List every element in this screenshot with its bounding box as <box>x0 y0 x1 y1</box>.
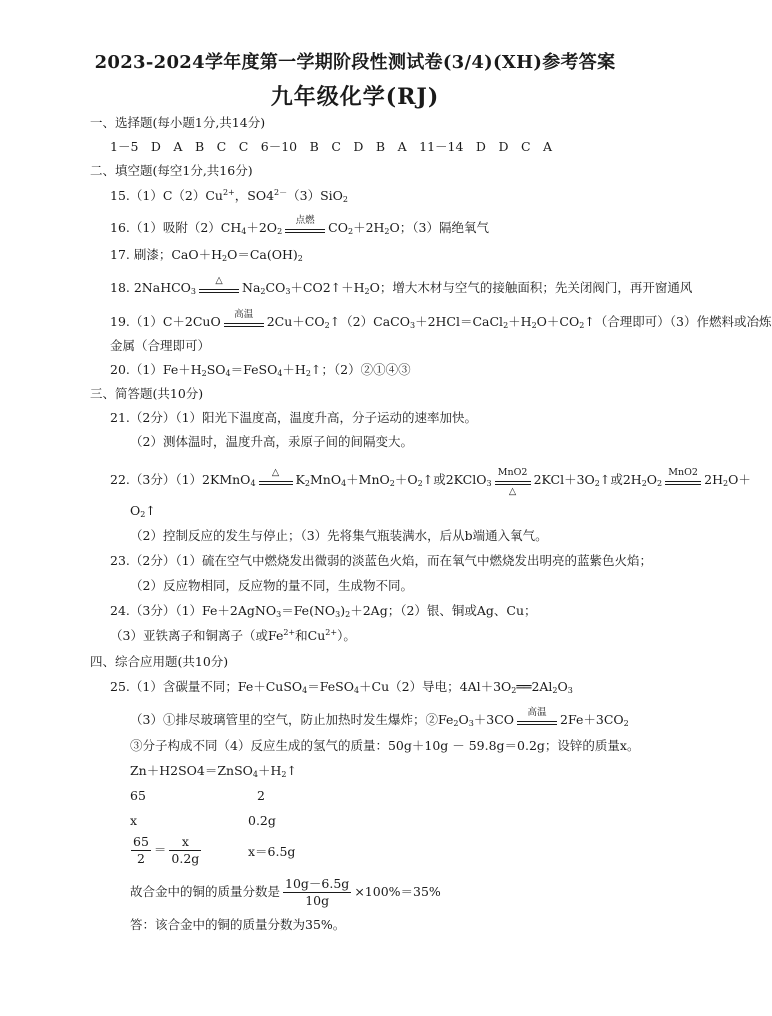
answer-20: $20.(1)Fe+H_2SO_4=FeSO_4+H_2↑$；（2）②①④③ <box>110 362 411 378</box>
reaction-condition-arrow: △ <box>197 282 241 296</box>
answer-15: $15.(1)C(2)Cu^{2+}$，$SO4^{2-}(3)SiO_2$ <box>110 188 348 204</box>
proportion-equation: $\frac{65}{2}$ ＝ $\frac{x}{0.2g}$ <box>133 834 200 866</box>
section-4-heading: 四、综合应用题(共10分) <box>90 654 229 669</box>
calc-row-2-left: x <box>130 813 138 828</box>
answer-22-part-2: （2）控制反应的发生与停止；（3）先将集气瓶装满水，后从b端通入氧气。 <box>130 528 548 543</box>
answer-19: 19.（1）C＋2CuO 高温 $2Cu+CO_2↑(2)CaCO_3+2HCl=CaCl_2+H_2O+CO_2↑$（合理即可）（3）作燃料或冶炼 <box>110 308 772 330</box>
reaction-condition-arrow: MnO2 <box>663 474 703 488</box>
calc-row-2-right: 0.2g <box>248 813 276 828</box>
answer-25-part-1: 25.（1）含碳量不同；Fe＋CuSO$_4$＝FeSO$_4$＋Cu（2）导电；$4Al+3O_2══2Al_2O_3$ <box>110 679 573 695</box>
answer-22-continued: $O_2↑$ <box>130 503 156 519</box>
choice-answers: 1－5 D A B C C 6－10 B C D B A 11－14 D D C A <box>110 139 553 154</box>
fraction: $\frac{10g-6.5g}{10g}$ <box>285 876 350 908</box>
reaction-condition-arrow: 点燃 <box>283 222 327 236</box>
reaction-condition-arrow: 高温 <box>222 316 266 330</box>
answer-18: 18. 2NaHCO$_3$ △ $Na_2CO_3+CO2↑+H_2O$；增大木材与空气的接触面积；先关闭阀门，再开窗通风 <box>110 274 693 296</box>
calc-row-1-left: 65 <box>130 788 146 803</box>
answer-23-part-1: 23.（2分）（1）硫在空气中燃烧发出微弱的淡蓝色火焰，而在氧气中燃烧发出明亮的蓝紫色火焰； <box>110 553 653 568</box>
reaction-condition-arrow: △ <box>257 474 295 488</box>
answer-21-part-2: （2）测体温时，温度升高，汞原子间的间隔变大。 <box>130 434 413 449</box>
answer-17: 17. 刷漆；$CaO+H_2O=Ca(OH)_2$ <box>110 247 303 263</box>
document-title: 2023-2024学年度第一学期阶段性测试卷(3/4)(XH)参考答案 <box>94 52 616 73</box>
document-subtitle: 九年级化学(RJ) <box>270 84 440 110</box>
answer-23-part-2: （2）反应物相同，反应物的量不同，生成物不同。 <box>130 578 413 593</box>
section-1-heading: 一、选择题(每小题1分,共14分) <box>90 115 266 130</box>
fraction: $\frac{x}{0.2g}$ <box>171 834 200 866</box>
answer-16: 16.（1）吸附$(2)CH_4+2O_2$ 点燃 $CO_2+2H_2O$；（3）隔绝氧气 <box>110 214 489 236</box>
calc-result: x＝6.5g <box>248 844 296 859</box>
reaction-equation: $Zn+H2SO4=ZnSO_4+H_2↑$ <box>130 763 297 779</box>
answer-25-part-4: ③分子构成不同（4）反应生成的氢气的质量：50g＋10g － 59.8g＝0.2g；设锌的质量x。 <box>130 738 640 753</box>
reaction-condition-arrow: MnO2 △ <box>493 474 533 488</box>
section-3-heading: 三、简答题(共10分) <box>90 386 204 401</box>
final-answer: 答：该合金中的铜的质量分数为35%。 <box>130 917 346 932</box>
answer-24: 24.（3分）$(1)Fe+2AgNO_3=Fe(NO_3)_2+2Ag$；（2）银、铜或Ag、Cu； <box>110 603 537 619</box>
fraction: $\frac{65}{2}$ <box>133 834 149 866</box>
section-2-heading: 二、填空题(每空1分,共16分) <box>90 163 253 178</box>
answer-19-continued: 金属（合理即可） <box>110 338 211 353</box>
answer-22: 22.（3分）（1）2KMnO$_4$ △ $K_2MnO_4+MnO_2+O_2↑$或2KClO$_3$ MnO2 △ $2KCl+3O_2↑$或$2H_2O_2$ MnO2 $2H_2O+$ <box>110 466 751 497</box>
answer-24-continued: （3）亚铁离子和铜离子（或$Fe^{2+}$和$Cu^{2+}$）。 <box>110 628 356 643</box>
mass-fraction-calc: 故合金中的铜的质量分数是 $\frac{10g-6.5g}{10g}$ ×100%＝35% <box>130 876 441 908</box>
calc-row-1-right: 2 <box>257 788 265 803</box>
answer-25-part-3: （3）①排尽玻璃管里的空气，防止加热时发生爆炸；$②Fe_2O_3+3CO$ 高温 $2Fe+3CO_2$ <box>130 706 629 728</box>
answer-21-part-1: 21.（2分）（1）阳光下温度高，温度升高，分子运动的速率加快。 <box>110 410 478 425</box>
reaction-condition-arrow: 高温 <box>515 714 559 728</box>
